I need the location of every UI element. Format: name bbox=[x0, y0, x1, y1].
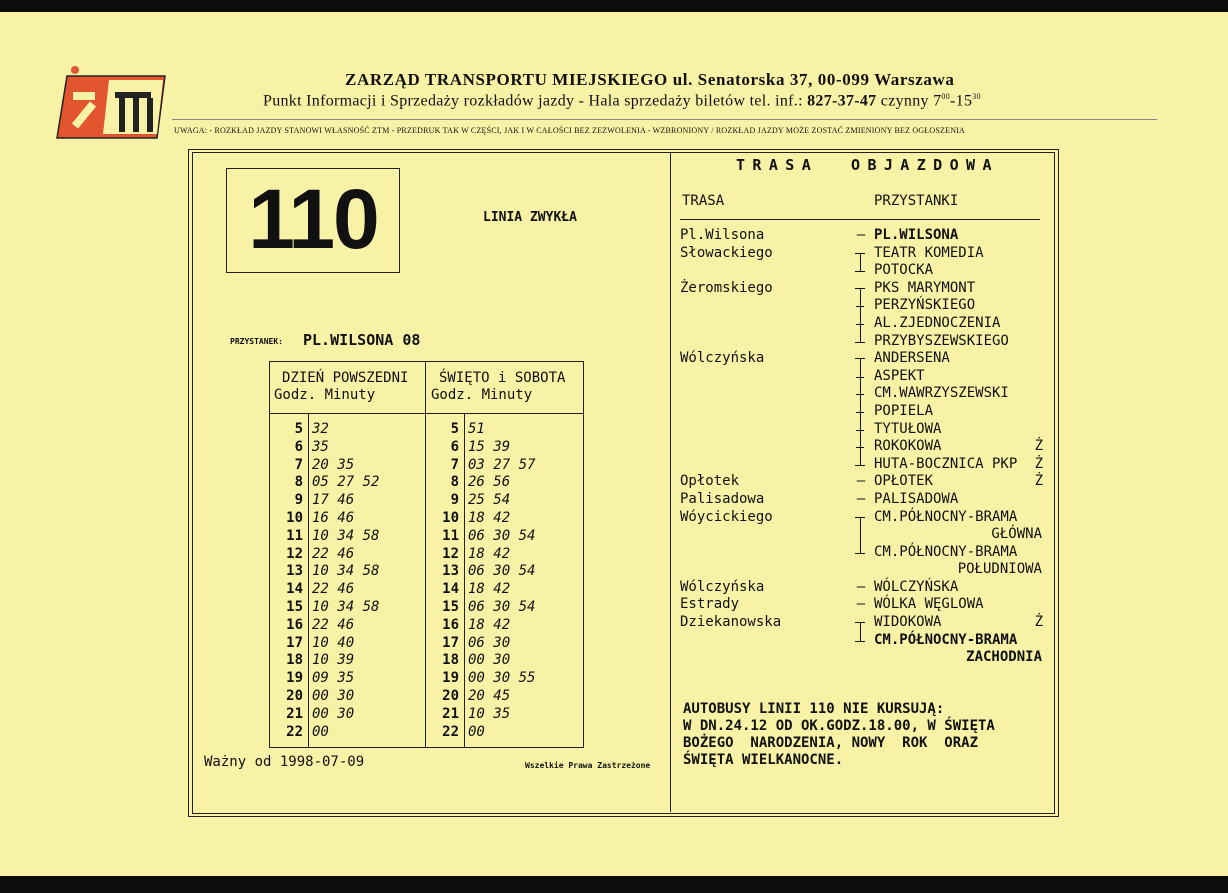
dash-marker: – bbox=[856, 578, 866, 595]
hour-cell: 10 bbox=[442, 509, 459, 526]
stop-name-item: PKS MARYMONT bbox=[874, 279, 976, 296]
dash-marker: – bbox=[856, 473, 866, 490]
detour-row bbox=[680, 262, 1046, 280]
copyright-warning: UWAGA: - ROZKŁAD JAZDY STANOWI WŁASNOŚĆ ZTM - PRZEDRUK TAK W CZĘŚCI, JAK I W CAŁOŚCI BEZ ZEZWOLENIA - WZBRONIONY / ROZKŁAD JAZDY MOŻE ZOSTAĆ ZMIENIONY BEZ OGŁOSZENIA bbox=[174, 126, 966, 135]
stop-name-item: WÓLKA WĘGLOWA bbox=[874, 596, 984, 613]
stop-name-item: ZACHODNIA bbox=[966, 649, 1042, 666]
minutes-cell: 00 30 55 bbox=[468, 670, 536, 687]
detour-row bbox=[680, 315, 1046, 333]
route-street: Opłotek bbox=[680, 473, 740, 490]
route-bracket-line bbox=[860, 262, 861, 271]
stop-name-item: PL.WILSONA bbox=[874, 227, 959, 243]
stop-name: PL.WILSONA 08 bbox=[303, 331, 421, 349]
hour-cell: 22 bbox=[442, 723, 459, 740]
minutes-cell: 15 39 bbox=[468, 438, 511, 455]
hour-cell: 13 bbox=[442, 563, 459, 580]
detour-row bbox=[680, 473, 1046, 491]
minutes-cell: 00 bbox=[312, 723, 329, 740]
holiday-minutes bbox=[468, 421, 535, 741]
detour-row bbox=[680, 614, 1046, 632]
stop-name-item: WIDOKOWA bbox=[874, 614, 942, 631]
stop-name-item: POPIELA bbox=[874, 402, 934, 419]
route-street: Wólczyńska bbox=[680, 578, 765, 595]
hour-cell: 7 bbox=[294, 456, 303, 473]
hour-cell: 12 bbox=[442, 545, 459, 562]
minutes-cell: 10 39 bbox=[312, 652, 355, 669]
minutes-cell: 17 46 bbox=[312, 492, 355, 509]
minutes-cell: 06 30 54 bbox=[468, 563, 536, 580]
hour-cell: 11 bbox=[442, 527, 459, 544]
minutes-cell: 16 46 bbox=[312, 509, 355, 526]
detour-row bbox=[680, 579, 1046, 597]
hour-cell: 17 bbox=[442, 634, 459, 651]
detour-row bbox=[680, 561, 1046, 579]
route-bracket-cap bbox=[855, 342, 865, 343]
on-request-marker: Ż bbox=[1034, 614, 1043, 631]
line-number-box bbox=[226, 168, 400, 273]
detour-row bbox=[680, 421, 1046, 439]
detour-row bbox=[680, 438, 1046, 456]
stop-name-item: CM.PÓŁNOCNY-BRAMA bbox=[874, 543, 1018, 560]
minutes-cell: 06 30 bbox=[468, 634, 511, 651]
hour-cell: 17 bbox=[286, 634, 303, 651]
hour-cell: 21 bbox=[286, 705, 303, 722]
route-bracket-line bbox=[860, 544, 861, 553]
detour-row bbox=[680, 491, 1046, 509]
header-rule bbox=[172, 119, 1157, 120]
hour-cell: 19 bbox=[286, 670, 303, 687]
on-request-marker: Ż bbox=[1034, 438, 1043, 455]
minutes-cell: 00 30 bbox=[468, 652, 511, 669]
hour-cell: 6 bbox=[294, 438, 303, 455]
stop-name-item: CM.PÓŁNOCNY-BRAMA bbox=[874, 631, 1018, 648]
detour-row bbox=[680, 544, 1046, 562]
route-street: Wólczyńska bbox=[680, 350, 765, 367]
hour-cell: 6 bbox=[450, 438, 459, 455]
route-bracket-line bbox=[860, 526, 861, 544]
minutes-cell: 00 30 bbox=[312, 687, 355, 704]
stop-name-item: POŁUDNIOWA bbox=[957, 561, 1042, 578]
hour-cell: 18 bbox=[286, 652, 303, 669]
detour-route-list bbox=[680, 227, 1046, 667]
hour-cell: 9 bbox=[294, 492, 303, 509]
stop-name-item: TYTUŁOWA bbox=[874, 420, 942, 437]
detour-row bbox=[680, 297, 1046, 315]
line-number: 110 bbox=[248, 172, 378, 266]
minutes-cell: 10 40 bbox=[312, 634, 355, 651]
hour-cell: 14 bbox=[286, 581, 303, 598]
minutes-cell: 20 45 bbox=[468, 687, 511, 704]
dash-marker: – bbox=[856, 490, 866, 507]
route-bracket-tick bbox=[856, 377, 864, 378]
detour-row bbox=[680, 368, 1046, 386]
hour-cell: 21 bbox=[442, 705, 459, 722]
minutes-cell: 18 42 bbox=[468, 616, 511, 633]
minutes-cell: 22 46 bbox=[312, 616, 355, 633]
route-bracket-cap bbox=[855, 517, 865, 518]
hour-cell: 15 bbox=[286, 598, 303, 615]
panel-divider bbox=[670, 152, 671, 812]
route-street: Żeromskiego bbox=[680, 279, 773, 296]
minutes-cell: 25 54 bbox=[468, 492, 511, 509]
route-bracket-line bbox=[860, 254, 861, 263]
route-bracket-line bbox=[860, 289, 861, 298]
detour-row bbox=[680, 509, 1046, 527]
hour-cell: 7 bbox=[450, 456, 459, 473]
route-bracket-cap bbox=[855, 271, 865, 272]
on-request-marker: Ż bbox=[1034, 473, 1043, 490]
detour-row bbox=[680, 245, 1046, 263]
hour-cell: 15 bbox=[442, 598, 459, 615]
route-bracket-tick bbox=[856, 412, 864, 413]
detour-row bbox=[680, 385, 1046, 403]
header-subtitle: Punkt Informacji i Sprzedaży rozkładów jazdy - Hala sprzedaży biletów tel. inf.: 827-37-47 czynny $7^{00}-15^{30}$ bbox=[263, 92, 981, 110]
route-bracket-cap bbox=[855, 622, 865, 623]
holiday-hours bbox=[426, 421, 459, 741]
detour-row bbox=[680, 280, 1046, 298]
minutes-cell: 22 46 bbox=[312, 581, 355, 598]
minutes-cell: 18 42 bbox=[468, 509, 511, 526]
route-bracket-line bbox=[860, 456, 861, 465]
hour-cell: 12 bbox=[286, 545, 303, 562]
stop-name-item: OPŁOTEK bbox=[874, 473, 934, 490]
line-type: LINIA ZWYKŁA bbox=[483, 210, 577, 225]
hour-cell: 22 bbox=[286, 723, 303, 740]
stop-name-item: ASPEKT bbox=[874, 367, 925, 384]
timetable-grid bbox=[269, 361, 584, 748]
minutes-cell: 51 bbox=[468, 421, 485, 437]
hour-cell: 16 bbox=[442, 616, 459, 633]
detour-row bbox=[680, 350, 1046, 368]
detour-row bbox=[680, 632, 1046, 650]
hour-cell: 9 bbox=[450, 492, 459, 509]
detour-title: TRASA OBJAZDOWA bbox=[736, 156, 999, 174]
stop-label: PRZYSTANEK: bbox=[230, 337, 283, 346]
detour-row bbox=[680, 649, 1046, 667]
hour-cell: 20 bbox=[286, 687, 303, 704]
minutes-cell: 00 bbox=[468, 723, 485, 740]
hour-cell: 8 bbox=[450, 474, 459, 491]
route-bracket-cap bbox=[855, 253, 865, 254]
hour-cell: 8 bbox=[294, 474, 303, 491]
route-bracket-line bbox=[860, 632, 861, 641]
minutes-cell: 22 46 bbox=[312, 545, 355, 562]
stop-name-item: ROKOKOWA bbox=[874, 438, 942, 455]
minutes-cell: 32 bbox=[312, 421, 329, 437]
stop-name-item: HUTA-BOCZNICA PKP bbox=[874, 455, 1018, 472]
minutes-cell: 20 35 bbox=[312, 456, 355, 473]
route-bracket-cap bbox=[855, 641, 865, 642]
route-bracket-line bbox=[860, 623, 861, 632]
stop-name-item: CM.WAWRZYSZEWSKI bbox=[874, 385, 1009, 402]
detour-row bbox=[680, 333, 1046, 351]
route-bracket-tick bbox=[856, 324, 864, 325]
hour-cell: 5 bbox=[450, 421, 459, 437]
route-bracket-tick bbox=[856, 430, 864, 431]
stop-name-item: CM.PÓŁNOCNY-BRAMA bbox=[874, 508, 1018, 525]
route-street: Pl.Wilsona bbox=[680, 227, 765, 243]
stop-name-item: TEATR KOMEDIA bbox=[874, 244, 984, 261]
hour-cell: 16 bbox=[286, 616, 303, 633]
holiday-header: ŚWIĘTO i SOBOTA Godz. Minuty bbox=[431, 370, 566, 403]
detour-row bbox=[680, 456, 1046, 474]
dash-marker: – bbox=[856, 596, 866, 613]
minutes-cell: 10 35 bbox=[468, 705, 511, 722]
detour-row bbox=[680, 526, 1046, 544]
hour-cell: 20 bbox=[442, 687, 459, 704]
route-bracket-line bbox=[860, 518, 861, 527]
minutes-cell: 18 42 bbox=[468, 545, 511, 562]
detour-row bbox=[680, 403, 1046, 421]
route-bracket-cap bbox=[855, 553, 865, 554]
hour-cell: 13 bbox=[286, 563, 303, 580]
route-bracket-tick bbox=[856, 447, 864, 448]
hour-cell: 14 bbox=[442, 581, 459, 598]
route-street: Palisadowa bbox=[680, 490, 765, 507]
minutes-cell: 03 27 57 bbox=[468, 456, 536, 473]
minutes-cell: 10 34 58 bbox=[312, 563, 380, 580]
route-street: Estrady bbox=[680, 596, 740, 613]
stop-name-item: GŁÓWNA bbox=[991, 526, 1042, 543]
minutes-cell: 09 35 bbox=[312, 670, 355, 687]
hour-cell: 10 bbox=[286, 509, 303, 526]
hour-cell: 18 bbox=[442, 652, 459, 669]
minutes-cell: 00 30 bbox=[312, 705, 355, 722]
detour-row bbox=[680, 596, 1046, 614]
route-bracket-line bbox=[860, 359, 861, 368]
route-street: Słowackiego bbox=[680, 244, 773, 261]
header-title: ZARZĄD TRANSPORTU MIEJSKIEGO ul. Senatorska 37, 00-099 Warszawa bbox=[345, 70, 955, 89]
route-column-header: TRASA bbox=[682, 193, 725, 209]
minutes-cell: 05 27 52 bbox=[312, 474, 380, 491]
route-street: Wóycickiego bbox=[680, 508, 773, 525]
minutes-cell: 06 30 54 bbox=[468, 598, 536, 615]
detour-row bbox=[680, 227, 1046, 245]
route-bracket-line bbox=[860, 333, 861, 342]
minutes-cell: 26 56 bbox=[468, 474, 511, 491]
minutes-cell: 10 34 58 bbox=[312, 527, 380, 544]
stops-column-header: PRZYSTANKI bbox=[874, 193, 959, 209]
minutes-cell: 10 34 58 bbox=[312, 598, 380, 615]
route-street: Dziekanowska bbox=[680, 614, 782, 631]
route-bracket-cap bbox=[855, 358, 865, 359]
route-bracket-tick bbox=[856, 306, 864, 307]
rights-reserved: Wszelkie Prawa Zastrzeżone bbox=[525, 761, 651, 770]
hour-cell: 5 bbox=[294, 421, 303, 437]
stop-name-item: PERZYŃSKIEGO bbox=[874, 297, 976, 314]
hour-cell: 19 bbox=[442, 670, 459, 687]
stop-name-item: PALISADOWA bbox=[874, 490, 959, 507]
minutes-cell: 18 42 bbox=[468, 581, 511, 598]
stop-name-item: AL.ZJEDNOCZENIA bbox=[874, 314, 1001, 331]
stop-name-item: WÓLCZYŃSKA bbox=[874, 578, 959, 595]
route-bracket-tick bbox=[856, 394, 864, 395]
route-bracket-cap bbox=[855, 465, 865, 466]
service-notice: AUTOBUSY LINII 110 NIE KURSUJĄ: W DN.24.12 OD OK.GODZ.18.00, W ŚWIĘTA BOŻEGO NARODZENIA, NOWY ROK ORAZ ŚWIĘTA WIELKANOCNE. bbox=[683, 701, 995, 768]
route-bracket-cap bbox=[855, 288, 865, 289]
minutes-cell: 06 30 54 bbox=[468, 527, 536, 544]
detour-header-rule bbox=[680, 219, 1040, 220]
stop-name-item: ANDERSENA bbox=[874, 350, 950, 367]
minutes-cell: 35 bbox=[312, 438, 329, 455]
dash-marker: – bbox=[856, 227, 866, 243]
hour-cell: 11 bbox=[286, 527, 303, 544]
ztm-logo bbox=[53, 62, 167, 140]
stop-name-item: PRZYBYSZEWSKIEGO bbox=[874, 332, 1009, 349]
valid-from: Ważny od 1998-07-09 bbox=[204, 754, 365, 770]
weekday-header: DZIEŃ POWSZEDNI Godz. Minuty bbox=[274, 370, 409, 403]
weekday-minutes bbox=[312, 421, 379, 741]
on-request-marker: Ż bbox=[1034, 455, 1043, 472]
weekday-hours bbox=[270, 421, 303, 741]
stop-name-item: POTOCKA bbox=[874, 262, 934, 279]
